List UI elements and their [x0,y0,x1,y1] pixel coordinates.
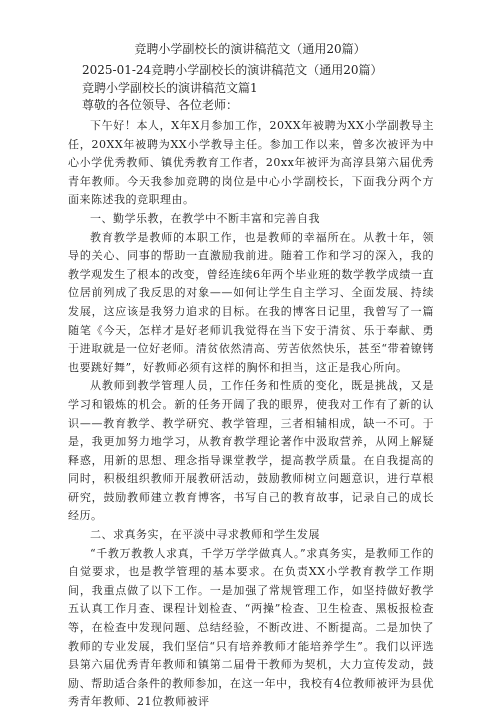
document-title: 竞聘小学副校长的演讲稿范文（通用20篇） [134,42,366,56]
paragraph: “千教万教教人求真，千学万学学做真人。”求真务实，是教师工作的自觉要求，也是教学管理的基本要求。在负责XX小学教育教学工作期间，我重点做了以下工作。一是加强了常规管理工作，如坚持做好教学五认真工作月查、课程计划检查、“两操”检查、卫生检查、黑板报检查等，在检查中发现问题、总结经验，不断改进、不断提高。二是加快了教师的专业发展，我们坚信“只有培养教师才能培养学生”。我们以评选县第六届优秀青年教师和镇第二届骨干教师为契机，大力宣传发动，鼓励、帮助适合条件的教师参加，在这一年中，我校有4位教师被评为县优秀青年教师、21位教师被评 [68,546,434,709]
section-heading: 一、勤学乐教，在教学中不断丰富和完善自我 [90,211,320,225]
document-date-line: 2025-01-24竞聘小学副校长的演讲稿范文（通用20篇） [82,63,383,77]
greeting-line: 尊敬的各位领导、各位老师： [82,98,239,112]
document-body [68,117,434,712]
paragraph: 从教师到教学管理人员，工作任务和性质的变化，既是挑战，又是学习和锻炼的机会。新的任务开阔了我的眼界，使我对工作有了新的认识——教育教学、教学研究、教学管理，三者相辅相成，缺一不可。于是，我更加努力地学习，从教育教学理论著作中汲取营养，从网上解疑释惑，用新的思想、理念指导课堂教学，提高教学质量。在自我提高的同时，积极组织教师开展教研活动，鼓励教师树立问题意识，进行草根研究，鼓励教师建立教育博客，书写自己的教育故事，记录自己的成长经历。 [68,379,434,523]
section-heading: 二、求真务实，在平淡中寻求教师和学生发展 [90,528,320,542]
document-subtitle: 竞聘小学副校长的演讲稿范文篇1 [82,81,258,95]
paragraph: 下午好！本人，X年X月参加工作，20XX年被聘为XX小学副教导主任，20XX年被聘为XX小学教导主任。参加工作以来，曾多次被评为中心小学优秀教师、镇优秀教育工作者，20xx年被评为高淳县第六届优秀青年教师。今天我参加竞聘的岗位是中心小学副校长，下面我分两个方面来陈述我的竞职理由。 [68,119,434,207]
paragraph: 教育教学是教师的本职工作，也是教师的幸福所在。从教十年，领导的关心、同事的帮助一直激励我前进。随着工作和学习的深入，我的教学观发生了根本的改变，曾经连续6年两个毕业班的数学教学成绩一直位居前列成了我反思的对象——如何让学生自主学习、全面发展、持续发展，这应该是我努力追求的目标。在我的博客日记里，我曾写了一篇随笔《今天，怎样才是好老师讥我觉得在当下安于清贫、乐于奉献、勇于进取就是一位好老师。清贫依然清高、劳苦依然快乐，甚至“带着镣铐也要跳好舞”，好教师必须有这样的胸怀和担当，这正是我心所向。 [68,230,434,374]
